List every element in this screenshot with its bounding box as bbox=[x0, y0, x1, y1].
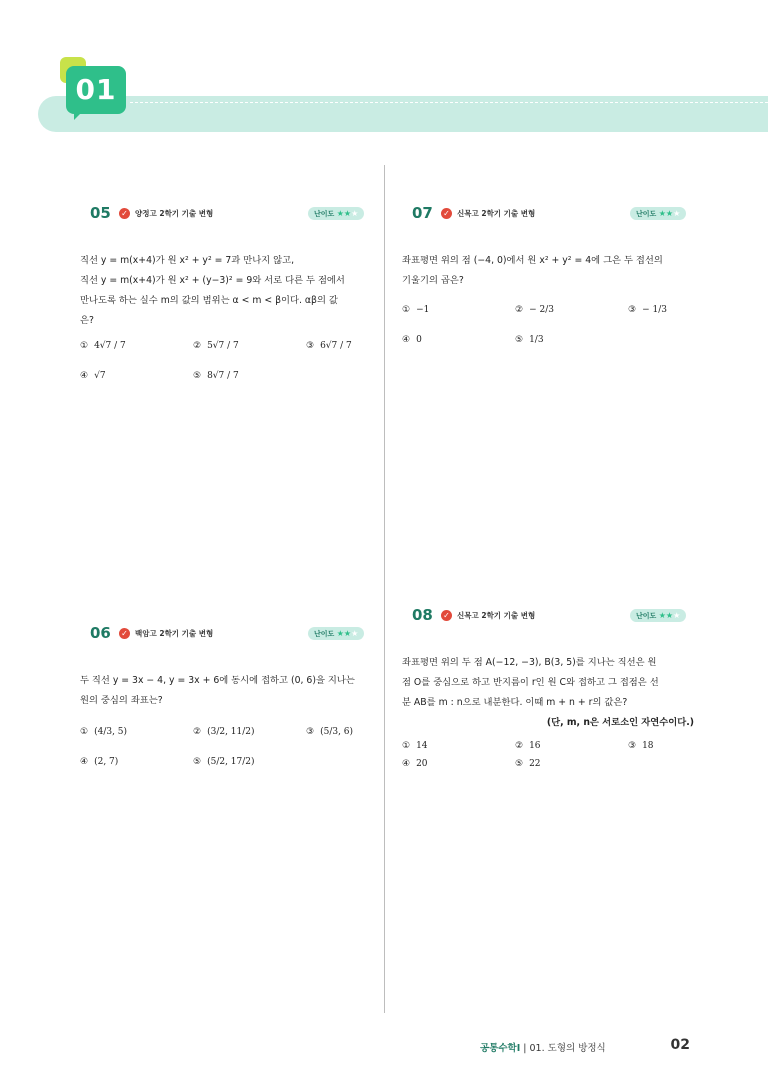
star-icon: ★★ bbox=[658, 209, 674, 218]
star-empty-icon: ★ bbox=[351, 629, 359, 638]
problem-text bbox=[402, 653, 694, 713]
problem-number: 07 bbox=[412, 204, 433, 222]
choice-5[interactable]: ⑤ 1/3 bbox=[515, 335, 544, 345]
choice-3[interactable]: ③ − 1/3 bbox=[628, 305, 667, 315]
problem-06 bbox=[80, 624, 372, 787]
choice-2[interactable]: ② 16 bbox=[515, 741, 541, 751]
text-line: 은? bbox=[80, 315, 94, 326]
choice-3[interactable]: ③ 18 bbox=[628, 741, 654, 751]
choice-3[interactable]: ③ 6√7 / 7 bbox=[306, 341, 352, 351]
choice-row bbox=[80, 727, 372, 757]
problem-05 bbox=[80, 204, 372, 401]
column-divider bbox=[384, 165, 385, 1013]
problem-number: 05 bbox=[90, 204, 111, 222]
problem-header bbox=[90, 624, 372, 645]
choices bbox=[402, 741, 694, 777]
choices bbox=[80, 727, 372, 787]
chapter-badge: 01 bbox=[66, 66, 126, 114]
problem-text bbox=[402, 251, 694, 291]
page-number: 02 bbox=[670, 1037, 690, 1053]
badge-tail bbox=[74, 110, 84, 120]
choice-2[interactable]: ② − 2/3 bbox=[515, 305, 554, 315]
problem-header bbox=[412, 204, 694, 225]
problem-header bbox=[412, 606, 694, 627]
text-line: 좌표평면 위의 두 점 A(−12, −3), B(3, 5)를 지나는 직선은 원 bbox=[402, 657, 657, 668]
header-dashed-line bbox=[130, 102, 768, 103]
choice-row bbox=[402, 759, 694, 777]
check-icon: ✓ bbox=[119, 208, 130, 219]
text-line: 만나도록 하는 실수 m의 값의 범위는 α < m < β이다. αβ의 값 bbox=[80, 295, 338, 306]
choice-5[interactable]: ⑤ (5/2, 17/2) bbox=[193, 757, 255, 767]
choice-4[interactable]: ④ 20 bbox=[402, 759, 428, 769]
footer-chapter: 01. 도형의 방정식 bbox=[529, 1043, 606, 1054]
problem-header bbox=[90, 204, 372, 225]
text-line: 직선 y = m(x+4)가 원 x² + (y−3)² = 9와 서로 다른 두 점에서 bbox=[80, 275, 345, 286]
choice-5[interactable]: ⑤ 8√7 / 7 bbox=[193, 371, 239, 381]
star-icon: ★★ bbox=[658, 611, 674, 620]
choices bbox=[80, 341, 372, 401]
text-line: 직선 y = m(x+4)가 원 x² + y² = 7과 만나지 않고, bbox=[80, 255, 295, 266]
text-line: 분 AB를 m : n으로 내분한다. 이때 m + n + r의 값은? bbox=[402, 697, 628, 708]
text-line: 기울기의 곱은? bbox=[402, 275, 464, 286]
star-empty-icon: ★ bbox=[673, 611, 681, 620]
choice-4[interactable]: ④ √7 bbox=[80, 371, 106, 381]
footer-book-title: 공통수학Ⅰ bbox=[480, 1043, 521, 1054]
choices bbox=[402, 305, 694, 365]
footer-separator: | bbox=[523, 1043, 527, 1054]
text-line: 두 직선 y = 3x − 4, y = 3x + 6에 동시에 접하고 (0, 6)을 지나는 bbox=[80, 675, 355, 686]
problem-source: 신목고 2학기 기출 변형 bbox=[457, 209, 536, 218]
choice-row bbox=[402, 741, 694, 759]
star-icon: ★★ bbox=[336, 629, 352, 638]
text-line: 좌표평면 위의 점 (−4, 0)에서 원 x² + y² = 4에 그은 두 접선의 bbox=[402, 255, 663, 266]
problem-source: 양정고 2학기 기출 변형 bbox=[135, 209, 214, 218]
choice-row bbox=[80, 371, 372, 401]
choice-5[interactable]: ⑤ 22 bbox=[515, 759, 541, 769]
problem-source: 백암고 2학기 기출 변형 bbox=[135, 629, 214, 638]
check-icon: ✓ bbox=[441, 610, 452, 621]
choice-1[interactable]: ① −1 bbox=[402, 305, 430, 315]
choice-1[interactable]: ① (4/3, 5) bbox=[80, 727, 128, 737]
choice-row bbox=[402, 305, 694, 335]
problem-note: (단, m, n은 서로소인 자연수이다.) bbox=[546, 717, 694, 728]
choice-2[interactable]: ② 5√7 / 7 bbox=[193, 341, 239, 351]
star-empty-icon: ★ bbox=[673, 209, 681, 218]
choice-1[interactable]: ① 4√7 / 7 bbox=[80, 341, 126, 351]
text-line: 점 O를 중심으로 하고 반지름이 r인 원 C와 접하고 그 접점은 선 bbox=[402, 677, 659, 688]
choice-2[interactable]: ② (3/2, 11/2) bbox=[193, 727, 255, 737]
difficulty-badge: 난이도 ★★★ bbox=[630, 207, 686, 220]
problem-08 bbox=[402, 606, 694, 777]
choice-1[interactable]: ① 14 bbox=[402, 741, 428, 751]
check-icon: ✓ bbox=[441, 208, 452, 219]
check-icon: ✓ bbox=[119, 628, 130, 639]
problem-text bbox=[80, 251, 372, 331]
problem-number: 08 bbox=[412, 606, 433, 624]
problem-source: 신목고 2학기 기출 변형 bbox=[457, 611, 536, 620]
choice-row bbox=[80, 757, 372, 787]
page-footer bbox=[480, 1037, 690, 1058]
difficulty-badge: 난이도 ★★★ bbox=[308, 207, 364, 220]
problem-number: 06 bbox=[90, 624, 111, 642]
choice-4[interactable]: ④ 0 bbox=[402, 335, 422, 345]
star-empty-icon: ★ bbox=[351, 209, 359, 218]
choice-row bbox=[80, 341, 372, 371]
choice-4[interactable]: ④ (2, 7) bbox=[80, 757, 119, 767]
star-icon: ★★ bbox=[336, 209, 352, 218]
choice-3[interactable]: ③ (5/3, 6) bbox=[306, 727, 354, 737]
difficulty-badge: 난이도 ★★★ bbox=[308, 627, 364, 640]
problem-text bbox=[80, 671, 372, 711]
choice-row bbox=[402, 335, 694, 365]
difficulty-badge: 난이도 ★★★ bbox=[630, 609, 686, 622]
problem-07 bbox=[402, 204, 694, 365]
text-line: 원의 중심의 좌표는? bbox=[80, 695, 163, 706]
